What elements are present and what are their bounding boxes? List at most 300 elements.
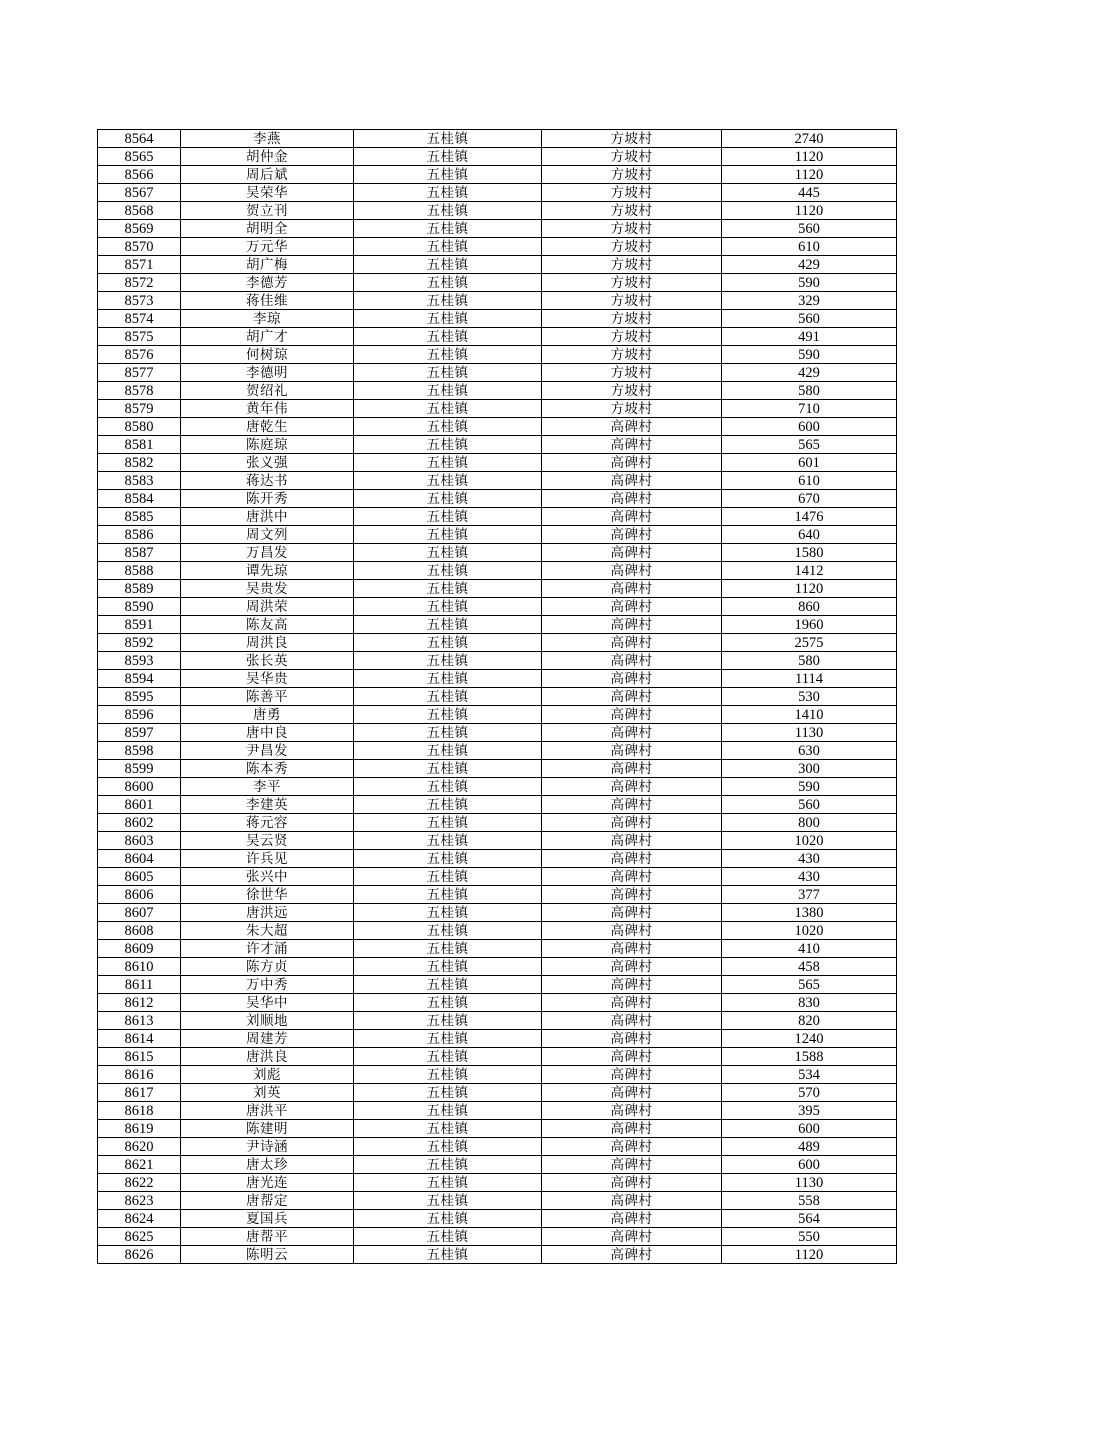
cell-id: 8617 — [98, 1084, 181, 1102]
cell-name: 贺立刊 — [181, 202, 354, 220]
table-row — [98, 346, 897, 364]
table-row — [98, 832, 897, 850]
table-row — [98, 1084, 897, 1102]
cell-village: 方坡村 — [542, 274, 722, 292]
cell-name: 李燕 — [181, 130, 354, 148]
cell-amount: 1120 — [722, 1246, 897, 1264]
cell-town: 五桂镇 — [354, 868, 542, 886]
cell-name: 周建芳 — [181, 1030, 354, 1048]
cell-town: 五桂镇 — [354, 778, 542, 796]
cell-name: 吴华中 — [181, 994, 354, 1012]
cell-town: 五桂镇 — [354, 1192, 542, 1210]
cell-village: 高碑村 — [542, 868, 722, 886]
table-row — [98, 400, 897, 418]
cell-village: 高碑村 — [542, 1066, 722, 1084]
cell-name: 胡仲金 — [181, 148, 354, 166]
cell-village: 高碑村 — [542, 796, 722, 814]
cell-name: 陈友高 — [181, 616, 354, 634]
cell-id: 8600 — [98, 778, 181, 796]
cell-name: 陈方贞 — [181, 958, 354, 976]
cell-village: 高碑村 — [542, 418, 722, 436]
cell-id: 8572 — [98, 274, 181, 292]
cell-amount: 558 — [722, 1192, 897, 1210]
cell-town: 五桂镇 — [354, 976, 542, 994]
cell-id: 8583 — [98, 472, 181, 490]
cell-town: 五桂镇 — [354, 760, 542, 778]
cell-amount: 1130 — [722, 1174, 897, 1192]
cell-name: 万昌发 — [181, 544, 354, 562]
table-row — [98, 1210, 897, 1228]
cell-village: 高碑村 — [542, 1084, 722, 1102]
cell-amount: 610 — [722, 472, 897, 490]
cell-town: 五桂镇 — [354, 940, 542, 958]
table-row — [98, 796, 897, 814]
cell-amount: 560 — [722, 310, 897, 328]
cell-village: 高碑村 — [542, 598, 722, 616]
cell-village: 高碑村 — [542, 1120, 722, 1138]
cell-village: 方坡村 — [542, 220, 722, 238]
cell-town: 五桂镇 — [354, 598, 542, 616]
cell-amount: 565 — [722, 436, 897, 454]
cell-amount: 491 — [722, 328, 897, 346]
cell-village: 方坡村 — [542, 238, 722, 256]
cell-village: 高碑村 — [542, 958, 722, 976]
cell-amount: 640 — [722, 526, 897, 544]
cell-amount: 580 — [722, 382, 897, 400]
cell-name: 谭先琼 — [181, 562, 354, 580]
cell-village: 方坡村 — [542, 166, 722, 184]
cell-amount: 1020 — [722, 922, 897, 940]
table-body — [98, 130, 897, 1264]
cell-id: 8586 — [98, 526, 181, 544]
cell-name: 吴贵发 — [181, 580, 354, 598]
cell-id: 8605 — [98, 868, 181, 886]
cell-id: 8595 — [98, 688, 181, 706]
cell-village: 高碑村 — [542, 994, 722, 1012]
cell-name: 唐洪良 — [181, 1048, 354, 1066]
cell-amount: 610 — [722, 238, 897, 256]
cell-town: 五桂镇 — [354, 706, 542, 724]
cell-id: 8615 — [98, 1048, 181, 1066]
cell-village: 方坡村 — [542, 256, 722, 274]
cell-id: 8608 — [98, 922, 181, 940]
cell-amount: 1960 — [722, 616, 897, 634]
cell-amount: 430 — [722, 850, 897, 868]
cell-village: 高碑村 — [542, 832, 722, 850]
table-row — [98, 490, 897, 508]
cell-name: 唐勇 — [181, 706, 354, 724]
cell-name: 蒋达书 — [181, 472, 354, 490]
cell-town: 五桂镇 — [354, 886, 542, 904]
cell-town: 五桂镇 — [354, 688, 542, 706]
table-row — [98, 670, 897, 688]
cell-name: 陈建明 — [181, 1120, 354, 1138]
cell-town: 五桂镇 — [354, 670, 542, 688]
cell-name: 周洪荣 — [181, 598, 354, 616]
cell-amount: 395 — [722, 1102, 897, 1120]
table-row — [98, 508, 897, 526]
cell-amount: 590 — [722, 778, 897, 796]
table-row — [98, 166, 897, 184]
cell-name: 蒋元容 — [181, 814, 354, 832]
cell-town: 五桂镇 — [354, 904, 542, 922]
cell-name: 陈善平 — [181, 688, 354, 706]
cell-id: 8567 — [98, 184, 181, 202]
cell-amount: 560 — [722, 796, 897, 814]
cell-name: 徐世华 — [181, 886, 354, 904]
table-row — [98, 850, 897, 868]
cell-town: 五桂镇 — [354, 400, 542, 418]
cell-amount: 600 — [722, 1156, 897, 1174]
cell-name: 万中秀 — [181, 976, 354, 994]
table-row — [98, 976, 897, 994]
cell-id: 8582 — [98, 454, 181, 472]
cell-town: 五桂镇 — [354, 508, 542, 526]
cell-id: 8599 — [98, 760, 181, 778]
cell-village: 高碑村 — [542, 1156, 722, 1174]
table-row — [98, 652, 897, 670]
cell-village: 高碑村 — [542, 634, 722, 652]
cell-town: 五桂镇 — [354, 274, 542, 292]
cell-village: 高碑村 — [542, 814, 722, 832]
cell-amount: 590 — [722, 346, 897, 364]
cell-name: 李德芳 — [181, 274, 354, 292]
cell-name: 何树琼 — [181, 346, 354, 364]
cell-village: 高碑村 — [542, 472, 722, 490]
cell-name: 陈本秀 — [181, 760, 354, 778]
table-row — [98, 1246, 897, 1264]
cell-town: 五桂镇 — [354, 184, 542, 202]
table-row — [98, 220, 897, 238]
table-row — [98, 238, 897, 256]
cell-amount: 377 — [722, 886, 897, 904]
table-row — [98, 544, 897, 562]
cell-town: 五桂镇 — [354, 364, 542, 382]
cell-id: 8622 — [98, 1174, 181, 1192]
cell-town: 五桂镇 — [354, 328, 542, 346]
cell-village: 高碑村 — [542, 562, 722, 580]
cell-village: 高碑村 — [542, 508, 722, 526]
cell-amount: 1580 — [722, 544, 897, 562]
cell-village: 高碑村 — [542, 1228, 722, 1246]
table-row — [98, 1012, 897, 1030]
table-row — [98, 778, 897, 796]
cell-town: 五桂镇 — [354, 1174, 542, 1192]
table-row — [98, 1102, 897, 1120]
cell-name: 李建英 — [181, 796, 354, 814]
table-row — [98, 994, 897, 1012]
cell-name: 唐洪远 — [181, 904, 354, 922]
cell-amount: 445 — [722, 184, 897, 202]
cell-town: 五桂镇 — [354, 994, 542, 1012]
cell-town: 五桂镇 — [354, 1138, 542, 1156]
cell-town: 五桂镇 — [354, 814, 542, 832]
table-row — [98, 256, 897, 274]
table-row — [98, 616, 897, 634]
cell-amount: 300 — [722, 760, 897, 778]
cell-village: 方坡村 — [542, 130, 722, 148]
cell-town: 五桂镇 — [354, 1120, 542, 1138]
cell-town: 五桂镇 — [354, 238, 542, 256]
cell-name: 唐洪中 — [181, 508, 354, 526]
cell-amount: 600 — [722, 418, 897, 436]
cell-name: 万元华 — [181, 238, 354, 256]
cell-name: 张兴中 — [181, 868, 354, 886]
cell-name: 周后斌 — [181, 166, 354, 184]
cell-amount: 1130 — [722, 724, 897, 742]
cell-village: 高碑村 — [542, 1138, 722, 1156]
cell-name: 唐光连 — [181, 1174, 354, 1192]
cell-id: 8623 — [98, 1192, 181, 1210]
cell-name: 唐帮平 — [181, 1228, 354, 1246]
cell-id: 8580 — [98, 418, 181, 436]
table-row — [98, 580, 897, 598]
cell-amount: 1476 — [722, 508, 897, 526]
cell-amount: 1588 — [722, 1048, 897, 1066]
cell-village: 高碑村 — [542, 760, 722, 778]
cell-id: 8591 — [98, 616, 181, 634]
cell-village: 高碑村 — [542, 742, 722, 760]
cell-amount: 1120 — [722, 202, 897, 220]
cell-id: 8575 — [98, 328, 181, 346]
cell-town: 五桂镇 — [354, 796, 542, 814]
table-row — [98, 886, 897, 904]
cell-amount: 489 — [722, 1138, 897, 1156]
cell-name: 李平 — [181, 778, 354, 796]
cell-amount: 1120 — [722, 166, 897, 184]
cell-amount: 1240 — [722, 1030, 897, 1048]
cell-id: 8618 — [98, 1102, 181, 1120]
table-row — [98, 202, 897, 220]
cell-name: 李德明 — [181, 364, 354, 382]
cell-name: 刘彪 — [181, 1066, 354, 1084]
cell-village: 高碑村 — [542, 490, 722, 508]
cell-amount: 670 — [722, 490, 897, 508]
data-table — [97, 129, 897, 1264]
cell-name: 李琼 — [181, 310, 354, 328]
table-row — [98, 724, 897, 742]
cell-town: 五桂镇 — [354, 850, 542, 868]
table-row — [98, 940, 897, 958]
cell-name: 吴华贵 — [181, 670, 354, 688]
cell-village: 高碑村 — [542, 526, 722, 544]
cell-village: 高碑村 — [542, 1048, 722, 1066]
cell-town: 五桂镇 — [354, 1228, 542, 1246]
cell-amount: 560 — [722, 220, 897, 238]
table-row — [98, 814, 897, 832]
cell-town: 五桂镇 — [354, 436, 542, 454]
cell-id: 8625 — [98, 1228, 181, 1246]
cell-id: 8612 — [98, 994, 181, 1012]
table-row — [98, 274, 897, 292]
cell-name: 许兵见 — [181, 850, 354, 868]
cell-name: 吴荣华 — [181, 184, 354, 202]
cell-id: 8597 — [98, 724, 181, 742]
cell-village: 方坡村 — [542, 202, 722, 220]
cell-town: 五桂镇 — [354, 202, 542, 220]
cell-amount: 2740 — [722, 130, 897, 148]
table-row — [98, 328, 897, 346]
cell-village: 方坡村 — [542, 184, 722, 202]
cell-id: 8609 — [98, 940, 181, 958]
cell-amount: 565 — [722, 976, 897, 994]
cell-name: 吴云贤 — [181, 832, 354, 850]
table-row — [98, 598, 897, 616]
cell-id: 8579 — [98, 400, 181, 418]
cell-amount: 600 — [722, 1120, 897, 1138]
cell-amount: 820 — [722, 1012, 897, 1030]
cell-town: 五桂镇 — [354, 454, 542, 472]
table-row — [98, 418, 897, 436]
cell-town: 五桂镇 — [354, 580, 542, 598]
cell-town: 五桂镇 — [354, 562, 542, 580]
cell-village: 高碑村 — [542, 1210, 722, 1228]
cell-town: 五桂镇 — [354, 382, 542, 400]
cell-name: 唐太珍 — [181, 1156, 354, 1174]
cell-village: 高碑村 — [542, 616, 722, 634]
table-row — [98, 436, 897, 454]
cell-name: 唐中良 — [181, 724, 354, 742]
cell-amount: 530 — [722, 688, 897, 706]
cell-name: 唐洪平 — [181, 1102, 354, 1120]
cell-village: 高碑村 — [542, 1192, 722, 1210]
cell-village: 高碑村 — [542, 454, 722, 472]
cell-amount: 630 — [722, 742, 897, 760]
cell-town: 五桂镇 — [354, 526, 542, 544]
cell-id: 8584 — [98, 490, 181, 508]
cell-town: 五桂镇 — [354, 346, 542, 364]
cell-name: 许才涌 — [181, 940, 354, 958]
cell-amount: 601 — [722, 454, 897, 472]
cell-amount: 1412 — [722, 562, 897, 580]
cell-name: 唐乾生 — [181, 418, 354, 436]
table-row — [98, 1030, 897, 1048]
cell-village: 方坡村 — [542, 382, 722, 400]
cell-town: 五桂镇 — [354, 634, 542, 652]
cell-village: 方坡村 — [542, 328, 722, 346]
cell-town: 五桂镇 — [354, 310, 542, 328]
cell-id: 8604 — [98, 850, 181, 868]
table-row — [98, 1228, 897, 1246]
cell-id: 8606 — [98, 886, 181, 904]
cell-id: 8592 — [98, 634, 181, 652]
cell-village: 高碑村 — [542, 580, 722, 598]
cell-id: 8570 — [98, 238, 181, 256]
cell-id: 8613 — [98, 1012, 181, 1030]
cell-town: 五桂镇 — [354, 742, 542, 760]
cell-id: 8581 — [98, 436, 181, 454]
cell-amount: 800 — [722, 814, 897, 832]
table-row — [98, 1156, 897, 1174]
cell-amount: 429 — [722, 256, 897, 274]
cell-village: 高碑村 — [542, 724, 722, 742]
cell-id: 8576 — [98, 346, 181, 364]
cell-town: 五桂镇 — [354, 922, 542, 940]
cell-id: 8574 — [98, 310, 181, 328]
cell-amount: 329 — [722, 292, 897, 310]
cell-id: 8590 — [98, 598, 181, 616]
cell-id: 8620 — [98, 1138, 181, 1156]
cell-village: 高碑村 — [542, 544, 722, 562]
cell-village: 高碑村 — [542, 1246, 722, 1264]
cell-id: 8602 — [98, 814, 181, 832]
cell-id: 8578 — [98, 382, 181, 400]
cell-name: 唐帮定 — [181, 1192, 354, 1210]
cell-village: 方坡村 — [542, 148, 722, 166]
table-row — [98, 292, 897, 310]
cell-name: 刘顺地 — [181, 1012, 354, 1030]
cell-town: 五桂镇 — [354, 256, 542, 274]
cell-amount: 430 — [722, 868, 897, 886]
cell-name: 蒋佳维 — [181, 292, 354, 310]
table-row — [98, 526, 897, 544]
cell-town: 五桂镇 — [354, 490, 542, 508]
cell-town: 五桂镇 — [354, 958, 542, 976]
cell-id: 8598 — [98, 742, 181, 760]
cell-name: 胡明全 — [181, 220, 354, 238]
table-row — [98, 1192, 897, 1210]
cell-town: 五桂镇 — [354, 616, 542, 634]
cell-village: 高碑村 — [542, 436, 722, 454]
cell-village: 高碑村 — [542, 922, 722, 940]
table-row — [98, 760, 897, 778]
cell-town: 五桂镇 — [354, 148, 542, 166]
cell-town: 五桂镇 — [354, 1102, 542, 1120]
cell-id: 8610 — [98, 958, 181, 976]
cell-village: 方坡村 — [542, 310, 722, 328]
table-row — [98, 1138, 897, 1156]
cell-amount: 1120 — [722, 148, 897, 166]
cell-village: 高碑村 — [542, 670, 722, 688]
cell-town: 五桂镇 — [354, 1066, 542, 1084]
cell-amount: 1114 — [722, 670, 897, 688]
cell-town: 五桂镇 — [354, 130, 542, 148]
cell-village: 高碑村 — [542, 778, 722, 796]
cell-id: 8626 — [98, 1246, 181, 1264]
cell-id: 8616 — [98, 1066, 181, 1084]
cell-town: 五桂镇 — [354, 724, 542, 742]
cell-town: 五桂镇 — [354, 832, 542, 850]
cell-town: 五桂镇 — [354, 1012, 542, 1030]
cell-village: 高碑村 — [542, 1174, 722, 1192]
cell-amount: 830 — [722, 994, 897, 1012]
table-row — [98, 958, 897, 976]
table-row — [98, 184, 897, 202]
cell-id: 8596 — [98, 706, 181, 724]
cell-id: 8571 — [98, 256, 181, 274]
cell-amount: 1020 — [722, 832, 897, 850]
cell-village: 高碑村 — [542, 976, 722, 994]
cell-name: 黄年伟 — [181, 400, 354, 418]
table-row — [98, 364, 897, 382]
cell-town: 五桂镇 — [354, 292, 542, 310]
cell-name: 尹诗涵 — [181, 1138, 354, 1156]
cell-amount: 458 — [722, 958, 897, 976]
table-row — [98, 922, 897, 940]
cell-town: 五桂镇 — [354, 652, 542, 670]
cell-village: 高碑村 — [542, 652, 722, 670]
cell-village: 高碑村 — [542, 706, 722, 724]
cell-id: 8621 — [98, 1156, 181, 1174]
cell-village: 方坡村 — [542, 364, 722, 382]
cell-town: 五桂镇 — [354, 166, 542, 184]
cell-village: 高碑村 — [542, 1030, 722, 1048]
cell-id: 8624 — [98, 1210, 181, 1228]
table-row — [98, 706, 897, 724]
table-row — [98, 1120, 897, 1138]
cell-name: 张长英 — [181, 652, 354, 670]
cell-amount: 564 — [722, 1210, 897, 1228]
